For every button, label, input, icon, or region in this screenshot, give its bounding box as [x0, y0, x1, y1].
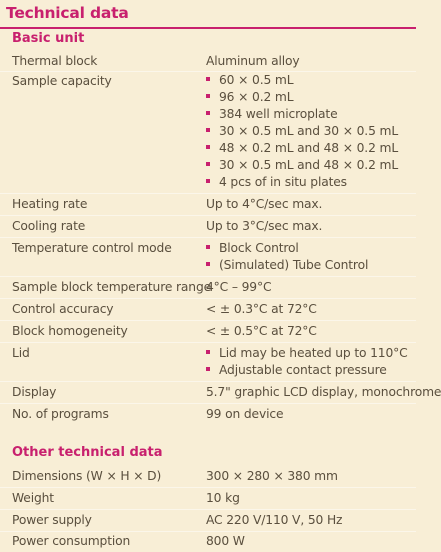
row-heating-rate	[0, 194, 416, 215]
value-weight: 10 kg	[206, 491, 240, 505]
list-item: 30 × 0.5 mL and 48 × 0.2 mL	[206, 157, 398, 174]
section-heading-basic-unit: Basic unit	[12, 31, 85, 46]
label-number-of-programs: No. of programs	[12, 407, 109, 421]
value-thermal-block: Aluminum alloy	[206, 54, 300, 68]
value-power-consumption: 800 W	[206, 534, 245, 548]
list-item: 96 × 0.2 mL	[206, 89, 293, 106]
row-temperature-range	[0, 277, 416, 298]
value-temperature-range: 4°C – 99°C	[206, 280, 272, 294]
bullet-square-icon	[206, 245, 210, 249]
value-control-accuracy: < ± 0.3°C at 72°C	[206, 302, 317, 316]
value-block-homogeneity: < ± 0.5°C at 72°C	[206, 324, 317, 338]
label-power-consumption: Power consumption	[12, 534, 131, 548]
bullet-square-icon	[206, 350, 210, 354]
bullet-square-icon	[206, 179, 210, 183]
label-control-accuracy: Control accuracy	[12, 302, 114, 316]
row-power-consumption	[0, 531, 416, 552]
row-number-of-programs	[0, 404, 416, 425]
page-title: Technical data	[6, 4, 129, 22]
bullet-square-icon	[206, 145, 210, 149]
row-cooling-rate	[0, 216, 416, 237]
list-item: 384 well microplate	[206, 106, 338, 123]
value-heating-rate: Up to 4°C/sec max.	[206, 197, 323, 211]
bullet-square-icon	[206, 367, 210, 371]
bullet-square-icon	[206, 128, 210, 132]
label-temperature-control-mode: Temperature control mode	[12, 241, 172, 255]
title-rule	[0, 27, 416, 29]
value-display: 5.7" graphic LCD display, monochrome	[206, 385, 441, 399]
label-lid: Lid	[12, 346, 30, 360]
label-sample-capacity: Sample capacity	[12, 74, 112, 88]
bullet-square-icon	[206, 162, 210, 166]
row-display	[0, 382, 441, 403]
row-dimensions	[0, 466, 416, 487]
label-temperature-range: Sample block temperature range	[12, 280, 212, 294]
row-power-supply	[0, 510, 416, 531]
value-number-of-programs: 99 on device	[206, 407, 284, 421]
list-item: Adjustable contact pressure	[206, 362, 387, 379]
list-item: (Simulated) Tube Control	[206, 257, 368, 274]
row-control-accuracy	[0, 299, 416, 320]
bullet-square-icon	[206, 77, 210, 81]
value-cooling-rate: Up to 3°C/sec max.	[206, 219, 323, 233]
list-item: Block Control	[206, 240, 299, 257]
list-item: 4 pcs of in situ plates	[206, 174, 347, 191]
label-dimensions: Dimensions (W × H × D)	[12, 469, 162, 483]
label-heating-rate: Heating rate	[12, 197, 88, 211]
label-weight: Weight	[12, 491, 54, 505]
label-cooling-rate: Cooling rate	[12, 219, 86, 233]
row-block-homogeneity	[0, 321, 416, 342]
list-item: 60 × 0.5 mL	[206, 72, 293, 89]
bullet-square-icon	[206, 111, 210, 115]
bullet-square-icon	[206, 262, 210, 266]
label-power-supply: Power supply	[12, 513, 92, 527]
label-block-homogeneity: Block homogeneity	[12, 324, 128, 338]
section-heading-other-technical-data: Other technical data	[12, 445, 163, 460]
value-power-supply: AC 220 V/110 V, 50 Hz	[206, 513, 343, 527]
value-dimensions: 300 × 280 × 380 mm	[206, 469, 338, 483]
label-thermal-block: Thermal block	[12, 54, 98, 68]
list-item: 48 × 0.2 mL and 48 × 0.2 mL	[206, 140, 398, 157]
row-thermal-block	[0, 51, 416, 72]
bullet-square-icon	[206, 94, 210, 98]
row-weight	[0, 488, 416, 509]
label-display: Display	[12, 385, 57, 399]
list-item: 30 × 0.5 mL and 30 × 0.5 mL	[206, 123, 398, 140]
list-item: Lid may be heated up to 110°C	[206, 345, 408, 362]
